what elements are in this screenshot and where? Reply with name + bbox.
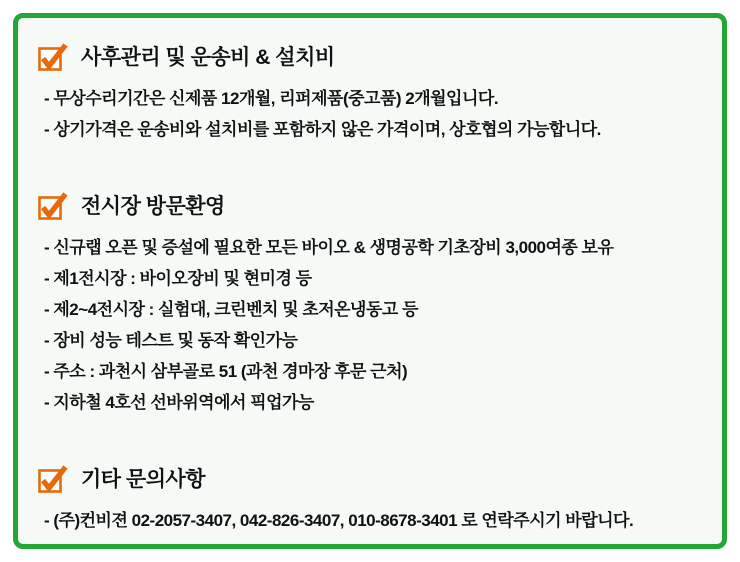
notice-line: - 신규랩 오픈 및 증설에 필요한 모든 바이오 & 생명공학 기초장비 3,000여종 보유 [44, 238, 614, 257]
section-heading [38, 190, 706, 220]
notice-line: - 장비 성능 테스트 및 동작 확인가능 [44, 331, 298, 350]
notice-line: - 제1전시장 : 바이오장비 및 현미경 등 [44, 269, 312, 288]
section-title: 사후관리 및 운송비 & 설치비 [81, 46, 335, 69]
notice-line: - 상기가격은 운송비와 설치비를 포함하지 않은 가격이며, 상호협의 가능합니다. [44, 120, 601, 139]
section-aftercare-shipping [38, 41, 706, 145]
checked-checkbox-icon [38, 464, 68, 493]
notice-list [44, 83, 706, 145]
section-showroom [38, 190, 706, 418]
notice-line: - 주소 : 과천시 삼부골로 51 (과천 경마장 후문 근처) [44, 362, 408, 381]
notice-list [44, 232, 706, 418]
section-other-inquiries [38, 463, 706, 536]
notice-line: - (주)컨비젼 02-2057-3407, 042-826-3407, 010-8678-3401 로 연락주시기 바랍니다. [44, 511, 634, 530]
notice-list [44, 505, 706, 536]
section-title: 전시장 방문환영 [81, 195, 225, 218]
notice-line: - 지하철 4호선 선바위역에서 픽업가능 [44, 393, 314, 412]
section-heading [38, 463, 706, 493]
section-title: 기타 문의사항 [81, 468, 206, 491]
checked-checkbox-icon [38, 191, 68, 220]
notice-line: - 제2~4전시장 : 실험대, 크린벤치 및 초저온냉동고 등 [44, 300, 418, 319]
section-heading [38, 41, 706, 71]
notice-line: - 무상수리기간은 신제품 12개월, 리퍼제품(중고품) 2개월입니다. [44, 89, 499, 108]
notice-panel [13, 13, 727, 549]
checked-checkbox-icon [38, 42, 68, 71]
